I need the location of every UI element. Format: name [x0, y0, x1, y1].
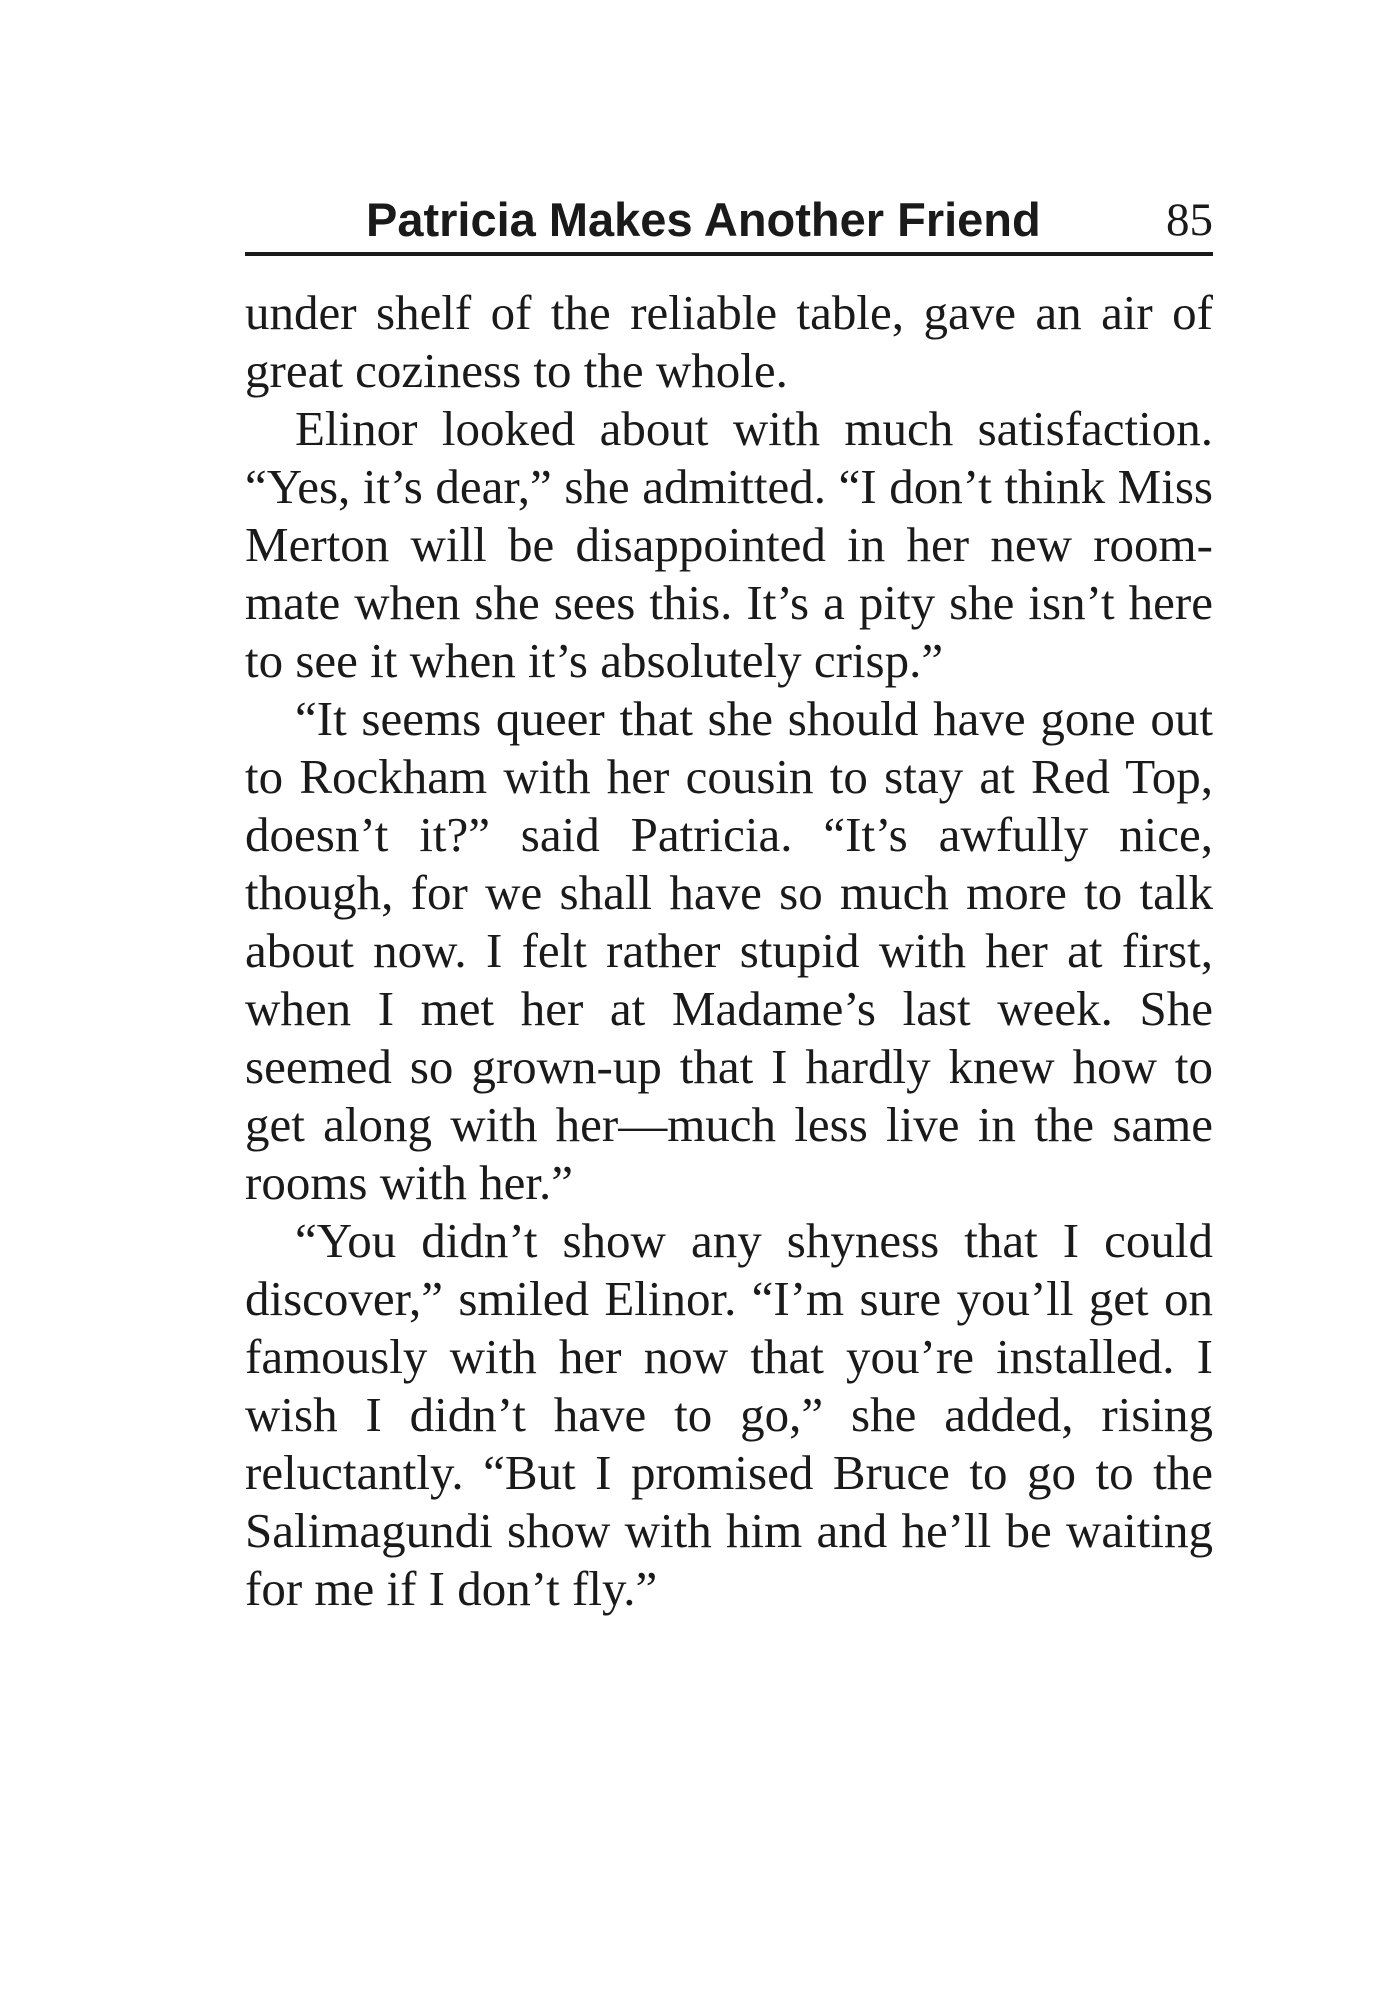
paragraph: Elinor looked about with much satisfaction. “Yes, it’s dear,” she admitted. “I don’t think Miss Merton will be disappointed in her new room-mate when she sees this. It’s a pity she isn’t here to see it when it’s absolutely crisp.”	[245, 401, 1213, 688]
paragraph-continued: under shelf of the reliable table, gave an air of great coziness to the whole.	[245, 285, 1213, 398]
running-header	[245, 188, 1213, 256]
body-text	[245, 284, 1213, 1618]
paragraph: “You didn’t show any shyness that I could discover,” smiled Elinor. “I’m sure you’ll get on famously with her now that you’re installed. I wish I didn’t have to go,” she added, rising reluctantly. “But I promised Bruce to go to the Salimagundi show with him and he’ll be waiting for me if I don’t fly.”	[245, 1213, 1213, 1616]
chapter-title: Patricia Makes Another Friend	[366, 193, 1041, 246]
paragraph: “It seems queer that she should have gone out to Rockham with her cousin to stay at Red Top, doesn’t it?” said Patricia. “It’s awfully nice, though, for we shall have so much more to talk about now. I felt rather stupid with her at first, when I met her at Madame’s last week. She seemed so grown-up that I hardly knew how to get along with her—much less live in the same rooms with her.”	[245, 691, 1213, 1210]
page-number: 85	[1166, 194, 1213, 246]
